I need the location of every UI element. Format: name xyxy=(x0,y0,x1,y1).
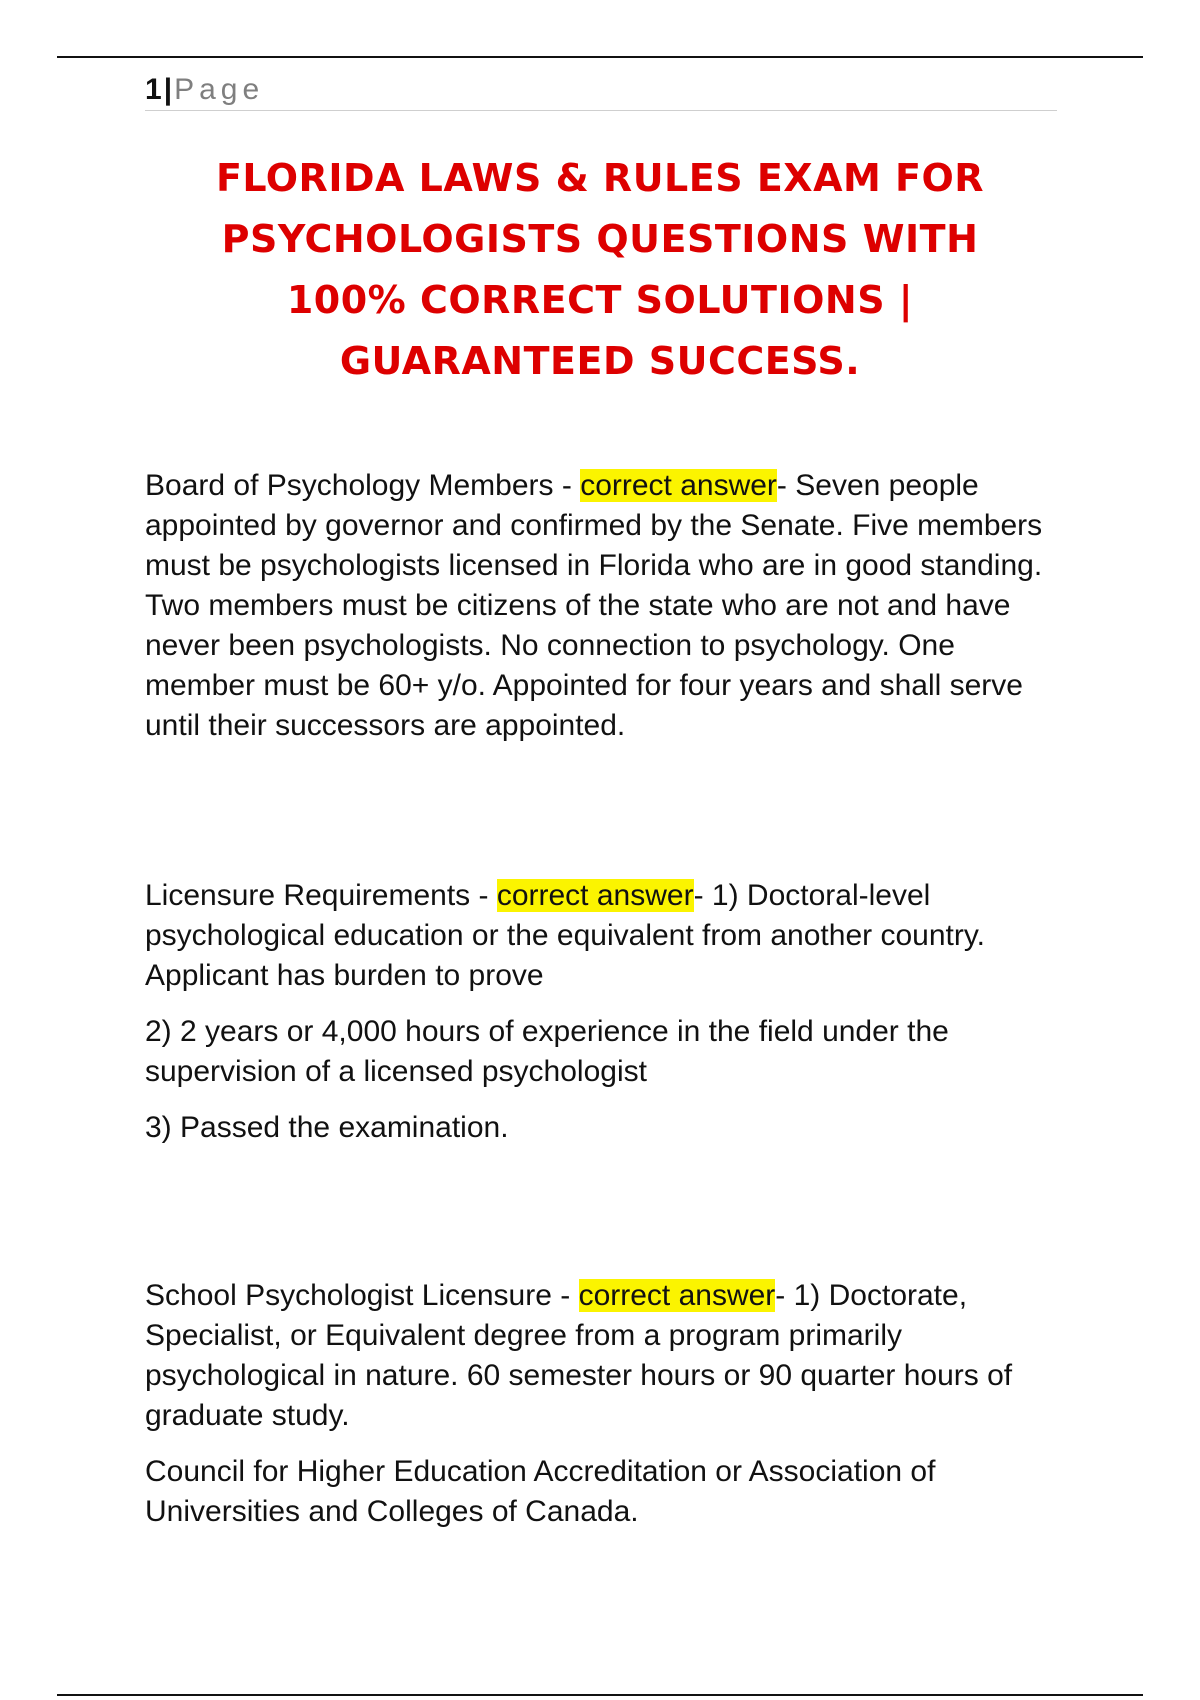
title-line: PSYCHOLOGISTS QUESTIONS WITH xyxy=(221,217,979,261)
qa-term: Board of Psychology Members - xyxy=(145,469,581,502)
qa-answer: - Seven people appointed by governor and confirmed by the Senate. Five members must be psychologists licensed in Florida who are in good standing. Two members must be citizens of the state who are not and have never been psychologists. No connection to psychology. One member must be 60+ y/o. Appointed for four years and shall serve until their successors are appointed. xyxy=(145,469,1043,742)
qa-answer: - 1) Doctorate, Specialist, or Equivalent degree from a program primarily psychological in nature. 60 semester hours or 90 quarter hours of graduate study. xyxy=(145,1279,1013,1432)
page-number: 1 xyxy=(145,73,162,106)
qa-continuation: 3) Passed the examination. xyxy=(145,1111,509,1144)
qa-item-school-psychologist xyxy=(145,1276,1065,1548)
document-title xyxy=(120,148,1080,392)
qa-paragraph xyxy=(145,466,1065,746)
page-header xyxy=(145,70,1057,111)
bottom-rule xyxy=(57,1694,1143,1696)
answer-marker: correct answer xyxy=(496,879,694,912)
title-line: GUARANTEED SUCCESS. xyxy=(339,339,861,383)
answer-marker: correct answer xyxy=(578,1279,776,1312)
qa-term: School Psychologist Licensure - xyxy=(145,1279,579,1312)
answer-marker: correct answer xyxy=(580,469,777,502)
top-rule xyxy=(57,56,1143,58)
qa-term: Licensure Requirements - xyxy=(145,879,497,912)
qa-item-licensure-requirements xyxy=(145,876,1065,1164)
qa-paragraph xyxy=(145,1276,1065,1436)
qa-continuation: Council for Higher Education Accreditation or Association of Universities and Colleges of Canada. xyxy=(145,1455,936,1528)
page-separator: | xyxy=(163,73,173,106)
qa-item-board-members xyxy=(145,466,1065,762)
title-line: 100% CORRECT SOLUTIONS | xyxy=(286,278,914,322)
title-line: FLORIDA LAWS & RULES EXAM FOR xyxy=(215,156,985,200)
qa-answer: - 1) Doctoral-level psychological education or the equivalent from another country. Applicant has burden to prove xyxy=(145,879,985,992)
qa-paragraph xyxy=(145,876,1065,996)
page-label: Page xyxy=(174,73,265,106)
qa-continuation: 2) 2 years or 4,000 hours of experience in the field under the supervision of a licensed psychologist xyxy=(145,1015,949,1088)
